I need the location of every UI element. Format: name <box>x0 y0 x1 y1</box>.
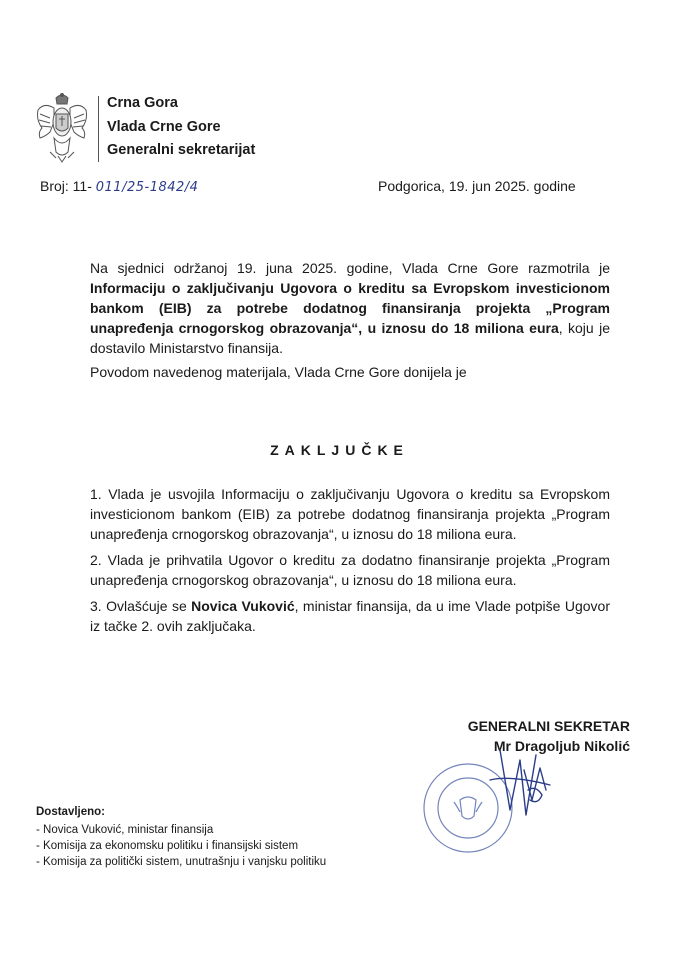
header-country: Crna Gora <box>107 95 178 111</box>
reference-number <box>40 178 198 195</box>
intro-text-2: , koju je dostavilo Ministarstvo finansija. <box>90 320 611 356</box>
header-government: Vlada Crne Gore <box>107 118 221 135</box>
list-item: - Komisija za politički sistem, unutrašnju i vanjsku politiku <box>36 856 327 868</box>
reference-handwritten: 011/25-1842/4 <box>95 180 199 195</box>
conclusions-title: ZAKLJUČKE <box>270 442 409 458</box>
signatory-title: GENERALNI SEKRETAR <box>467 718 630 734</box>
handwritten-signature <box>480 740 560 830</box>
header-divider <box>98 96 99 162</box>
reference-label: Broj: 11- <box>40 178 92 194</box>
intro-second-paragraph: Povodom navedenog materijala, Vlada Crne Gore donijela je <box>90 364 467 380</box>
distribution-heading: Dostavljeno: <box>36 806 106 818</box>
conclusion-3: 3. Ovlašćuje se Novica Vuković, ministar finansija, da u ime Vlade potpiše Ugovor iz tačke 2. ovih zaključaka. <box>90 598 610 634</box>
signatory-name: Mr Dragoljub Nikolić <box>493 738 630 754</box>
intro-paragraph <box>90 258 610 382</box>
coat-of-arms-icon <box>34 92 90 164</box>
intro-bold: Informaciju o zaključivanju Ugovora o kreditu sa Evropskom investicionom bankom (EIB) za potrebe dodatnog finansiranja projekta „Program unapređenja crnogorskog obrazovanja“, u iznosu do 18 miliona eura <box>90 280 610 336</box>
intro-text-1: Na sjednici održanoj 19. juna 2025. godine, Vlada Crne Gore razmotrila je <box>90 260 610 276</box>
conclusions-list <box>90 484 610 636</box>
header-secretariat: Generalni sekretarijat <box>107 142 256 158</box>
place-date: Podgorica, 19. jun 2025. godine <box>378 178 576 194</box>
conclusion-1: 1. Vlada je usvojila Informaciju o zaključivanju Ugovora o kreditu sa Evropskom investicionom bankom (EIB) za potrebe dodatnog finansiranja projekta „Program unapređenja crnogorskog obrazovanja“, u iznosu do 18 miliona eura. <box>90 486 610 542</box>
conclusion-2: 2. Vlada je prihvatila Ugovor o kreditu za dodatno finansiranje projekta „Program unapređenja crnogorskog obrazovanja“, u iznosu do 18 miliona eura. <box>90 552 610 588</box>
distribution-list <box>36 822 326 870</box>
list-item: - Novica Vuković, ministar finansija <box>36 824 214 836</box>
minister-name: Novica Vuković <box>191 598 295 614</box>
issuer-header <box>107 92 255 163</box>
list-item: - Komisija za ekonomsku politiku i finansijski sistem <box>36 840 299 852</box>
